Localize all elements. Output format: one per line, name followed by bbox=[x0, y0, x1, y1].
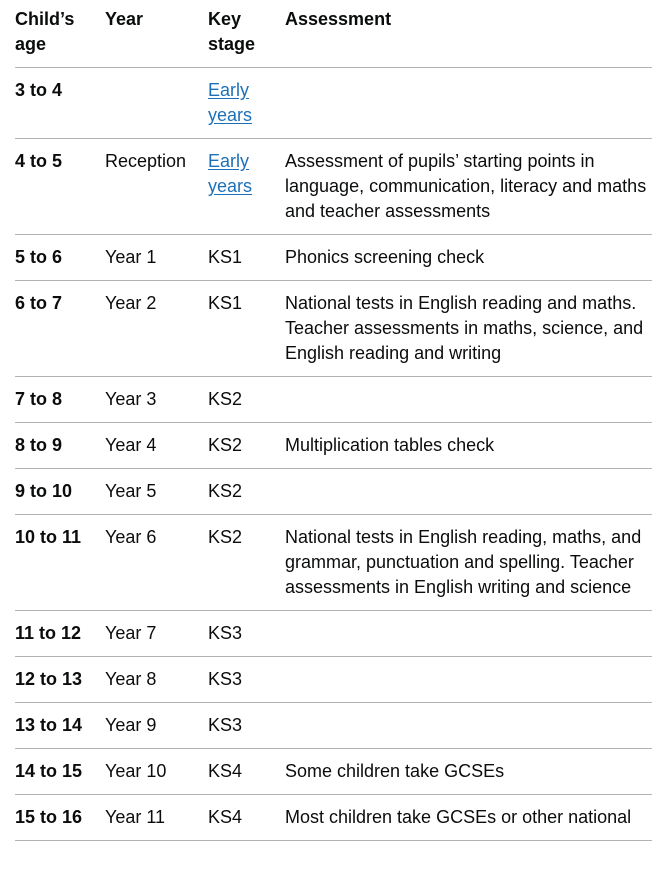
year-cell: Year 2 bbox=[105, 281, 208, 377]
age-cell: 12 to 13 bbox=[15, 657, 105, 703]
assessment-cell: Some children take GCSEs bbox=[285, 749, 652, 795]
year-cell: Year 10 bbox=[105, 749, 208, 795]
key-stage-cell: KS3 bbox=[208, 703, 285, 749]
key-stage-cell: KS4 bbox=[208, 795, 285, 841]
key-stage-cell bbox=[208, 68, 285, 139]
key-stage-cell bbox=[208, 139, 285, 235]
early-years-link[interactable]: Early years bbox=[208, 151, 253, 196]
table-row bbox=[15, 795, 652, 841]
key-stage-cell: KS1 bbox=[208, 281, 285, 377]
table-row bbox=[15, 281, 652, 377]
year-cell: Year 8 bbox=[105, 657, 208, 703]
year-cell: Year 11 bbox=[105, 795, 208, 841]
early-years-link[interactable]: Early years bbox=[208, 80, 253, 125]
age-cell: 13 to 14 bbox=[15, 703, 105, 749]
age-cell: 4 to 5 bbox=[15, 139, 105, 235]
table-row bbox=[15, 469, 652, 515]
year-cell bbox=[105, 68, 208, 139]
year-cell: Year 4 bbox=[105, 423, 208, 469]
header-assessment: Assessment bbox=[285, 0, 652, 68]
assessment-cell bbox=[285, 377, 652, 423]
year-cell: Year 3 bbox=[105, 377, 208, 423]
age-cell: 5 to 6 bbox=[15, 235, 105, 281]
table-row bbox=[15, 68, 652, 139]
age-cell: 11 to 12 bbox=[15, 611, 105, 657]
header-row bbox=[15, 0, 652, 68]
table-row bbox=[15, 657, 652, 703]
table-row bbox=[15, 703, 652, 749]
table-row bbox=[15, 139, 652, 235]
table-row bbox=[15, 749, 652, 795]
year-cell: Year 1 bbox=[105, 235, 208, 281]
age-cell: 3 to 4 bbox=[15, 68, 105, 139]
assessment-cell bbox=[285, 611, 652, 657]
year-cell: Year 9 bbox=[105, 703, 208, 749]
assessment-cell bbox=[285, 703, 652, 749]
year-cell: Year 6 bbox=[105, 515, 208, 611]
assessment-cell bbox=[285, 469, 652, 515]
key-stage-cell: KS2 bbox=[208, 377, 285, 423]
age-cell: 14 to 15 bbox=[15, 749, 105, 795]
assessment-cell: Assessment of pupils’ starting points in language, communication, literacy and maths and teacher assessments bbox=[285, 139, 652, 235]
table-row bbox=[15, 423, 652, 469]
key-stage-cell: KS2 bbox=[208, 515, 285, 611]
header-key-stage: Key stage bbox=[208, 0, 285, 68]
key-stage-cell: KS2 bbox=[208, 423, 285, 469]
year-cell: Year 7 bbox=[105, 611, 208, 657]
table-row bbox=[15, 611, 652, 657]
key-stage-cell: KS2 bbox=[208, 469, 285, 515]
assessment-cell bbox=[285, 657, 652, 703]
assessment-cell bbox=[285, 68, 652, 139]
assessment-cell: National tests in English reading, maths, and grammar, punctuation and spelling. Teacher assessments in English writing and science bbox=[285, 515, 652, 611]
year-cell: Year 5 bbox=[105, 469, 208, 515]
key-stage-cell: KS4 bbox=[208, 749, 285, 795]
assessment-cell: Multiplication tables check bbox=[285, 423, 652, 469]
key-stage-cell: KS3 bbox=[208, 657, 285, 703]
age-cell: 6 to 7 bbox=[15, 281, 105, 377]
key-stages-table bbox=[15, 0, 652, 841]
header-childs-age: Child’s age bbox=[15, 0, 105, 68]
age-cell: 7 to 8 bbox=[15, 377, 105, 423]
year-cell: Reception bbox=[105, 139, 208, 235]
assessment-cell: National tests in English reading and maths. Teacher assessments in maths, science, and English reading and writing bbox=[285, 281, 652, 377]
header-year: Year bbox=[105, 0, 208, 68]
age-cell: 8 to 9 bbox=[15, 423, 105, 469]
table-row bbox=[15, 515, 652, 611]
assessment-cell: Phonics screening check bbox=[285, 235, 652, 281]
key-stage-cell: KS3 bbox=[208, 611, 285, 657]
key-stage-cell: KS1 bbox=[208, 235, 285, 281]
age-cell: 10 to 11 bbox=[15, 515, 105, 611]
table-row bbox=[15, 377, 652, 423]
table-row bbox=[15, 235, 652, 281]
assessment-cell: Most children take GCSEs or other national bbox=[285, 795, 652, 841]
age-cell: 9 to 10 bbox=[15, 469, 105, 515]
age-cell: 15 to 16 bbox=[15, 795, 105, 841]
